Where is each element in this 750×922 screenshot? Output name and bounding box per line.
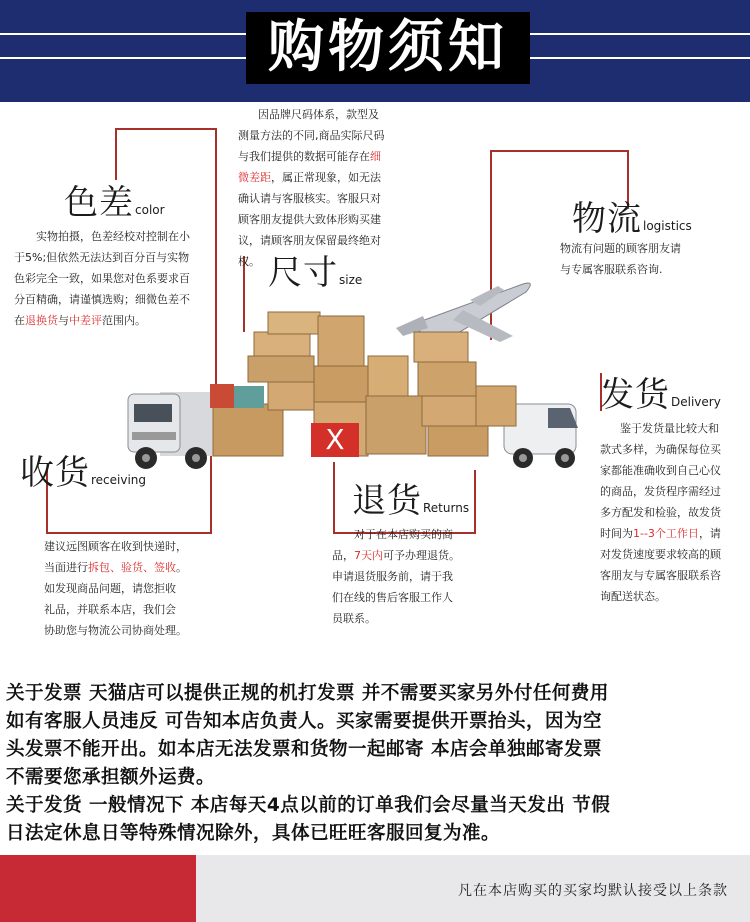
- section-title: 色差: [64, 183, 134, 223]
- highlight-text: 1--3个工作日: [633, 527, 699, 540]
- page-header: [0, 0, 750, 104]
- section-heading-logistics: [572, 199, 692, 239]
- text-span: 在: [14, 314, 25, 327]
- text-span: 。: [176, 561, 187, 574]
- text-line: 礼品，并联系本店，我们会: [44, 603, 176, 616]
- text-line: 色彩完全一致，如果您对色系要求百: [14, 272, 190, 285]
- text-line: 协助您与物流公司协商处理。: [44, 624, 187, 637]
- page-title: 购物须知: [268, 15, 508, 80]
- leader-line: [115, 128, 215, 130]
- text-line: 因品牌尺码体系，款型及: [258, 108, 379, 121]
- text-span: 当面进行: [44, 561, 88, 574]
- text-line: 家都能准确收到自己心仪: [600, 464, 721, 477]
- text-line: 建议远图顾客在收到快递时，: [44, 540, 187, 553]
- section-title: 发货: [600, 375, 670, 415]
- leader-line: [115, 128, 117, 180]
- text-line: 议，请顾客朋友保留最终绝对: [238, 234, 381, 247]
- notice-text: [6, 680, 746, 848]
- text-line: 顾客朋友提供大致体形购买建: [238, 213, 381, 226]
- text-line: 的商品，发货程序需经过: [600, 485, 721, 498]
- text-span: 时间为: [600, 527, 633, 540]
- section-title: 尺寸: [268, 253, 338, 293]
- section-subtitle: Returns: [423, 501, 470, 515]
- notice-line: 头发票不能开出。如本店无法发票和货物一起邮寄 本店会单独邮寄发票: [6, 739, 602, 760]
- section-subtitle: size: [339, 273, 363, 287]
- text-line: 鉴于发货量比较大和: [620, 422, 719, 435]
- text-line: 询配送状态。: [600, 590, 666, 603]
- returns-text: [332, 524, 492, 629]
- text-line: 们在线的售后客服工作人: [332, 591, 453, 604]
- footer-red-bar: [0, 855, 196, 922]
- section-subtitle: color: [135, 203, 165, 217]
- text-line: 申请退货服务前，请于我: [332, 570, 453, 583]
- text-line: [238, 167, 413, 188]
- text-line: 实物拍摄，色差经校对控制在小: [36, 230, 190, 243]
- text-span: 可予办理退货。: [383, 549, 460, 562]
- x-mark: X: [325, 423, 345, 456]
- text-line: [332, 545, 492, 566]
- highlight-text: 微差距: [238, 171, 271, 184]
- leader-line: [490, 150, 628, 152]
- highlight-text: 中差评: [69, 314, 102, 327]
- section-subtitle: Delivery: [671, 395, 721, 409]
- header-band-bottom: [0, 96, 750, 102]
- page-footer: [0, 855, 750, 922]
- x-mark-box: [311, 423, 359, 457]
- size-text: [238, 104, 413, 272]
- text-line: 确认请与客服核实。客服只对: [238, 192, 381, 205]
- boxes-illustration: [210, 312, 516, 456]
- highlight-text: 退换货: [25, 314, 58, 327]
- highlight-text: 细: [370, 150, 381, 163]
- delivery-text: [600, 418, 745, 607]
- section-heading-color: [64, 183, 165, 223]
- logistics-text: [560, 238, 740, 280]
- header-band-top: [0, 0, 750, 8]
- text-span: 品，: [332, 549, 354, 562]
- text-line: 于5%;但依然无法达到百分百与实物: [14, 251, 190, 264]
- highlight-text: 7天内: [354, 549, 383, 562]
- text-line: 权。: [238, 255, 260, 268]
- notice-line: 不需要您承担额外运费。: [6, 767, 216, 788]
- text-line: [600, 523, 745, 544]
- section-subtitle: logistics: [643, 219, 692, 233]
- highlight-text: 拆包、验货、签收: [88, 561, 176, 574]
- section-title: 物流: [572, 199, 642, 239]
- text-line: 如发现商品问题，请您拒收: [44, 582, 176, 595]
- text-line: [44, 557, 224, 578]
- leader-line: [46, 532, 212, 534]
- text-span: 范围内。: [102, 314, 146, 327]
- text-line: 多方配发和检验，故发货: [600, 506, 721, 519]
- text-line: 对于在本店购买的商: [354, 528, 453, 541]
- text-line: 物流有问题的顾客朋友请: [560, 242, 681, 255]
- notice-line: 日法定休息日等特殊情况除外，具体已旺旺客服回复为准。: [6, 823, 501, 844]
- section-heading-returns: [352, 481, 470, 521]
- footer-text: 凡在本店购买的买家均默认接受以上条款: [458, 883, 728, 899]
- title-box: [246, 12, 530, 84]
- text-line: 测量方法的不同,商品实际尺码: [238, 129, 385, 142]
- text-span: ，请: [698, 527, 721, 540]
- section-title: 退货: [352, 481, 422, 521]
- section-heading-delivery: [600, 375, 721, 415]
- text-line: 与专属客服联系咨询.: [560, 263, 663, 276]
- text-line: 款式多样，为确保每位买: [600, 443, 721, 456]
- notice-line: 关于发票 天猫店可以提供正规的机打发票 并不需要买家另外付任何费用: [6, 683, 609, 704]
- text-line: 客朋友与专属客服联系咨: [600, 569, 721, 582]
- section-title: 收货: [20, 453, 90, 493]
- notice-line: 关于发货 一般情况下 本店每天4点以前的订单我们会尽量当天发出 节假: [6, 795, 611, 816]
- section-heading-receiving: [20, 453, 147, 493]
- text-span: 与我们提供的数据可能存在: [238, 150, 370, 163]
- text-line: 员联系。: [332, 612, 376, 625]
- text-line: [238, 146, 413, 167]
- receiving-text: [44, 536, 224, 641]
- text-line: 分百精确，请谨慎选购；细微色差不: [14, 293, 190, 306]
- text-line: 对发货速度要求较高的顾: [600, 548, 721, 561]
- notice-line: 如有客服人员违反 可告知本店负责人。买家需要提供开票抬头，因为空: [6, 711, 602, 732]
- section-subtitle: receiving: [91, 473, 147, 487]
- text-span: ，属正常现象，如无法: [271, 171, 381, 184]
- text-span: 与: [58, 314, 69, 327]
